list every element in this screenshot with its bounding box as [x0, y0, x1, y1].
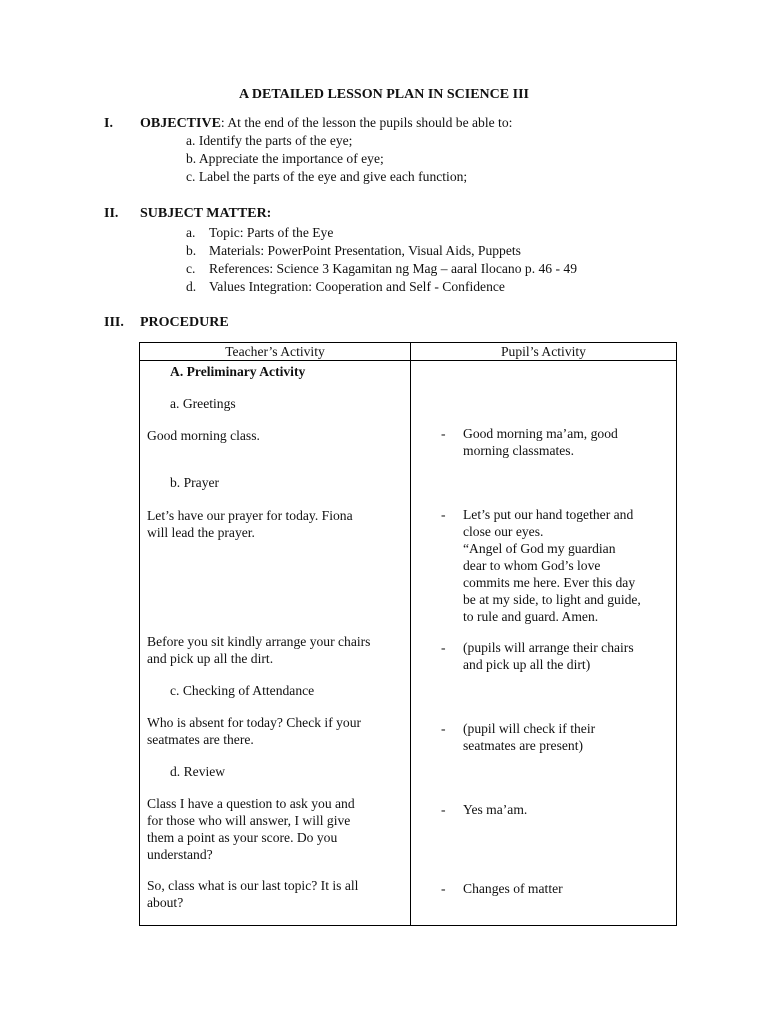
pupil-response: “Angel of God my guardian [463, 541, 616, 556]
section-numeral: III. [104, 315, 124, 330]
preliminary-activity-heading: A. Preliminary Activity [170, 364, 306, 379]
prayer-text: will lead the prayer. [147, 525, 255, 540]
section-numeral: I. [104, 116, 113, 131]
list-dash: - [441, 802, 446, 817]
subject-matter-heading: SUBJECT MATTER: [140, 206, 272, 221]
pupil-response: to rule and guard. Amen. [463, 609, 599, 624]
pupil-response: (pupils will arrange their chairs [463, 640, 634, 655]
procedure-heading: PROCEDURE [140, 315, 229, 330]
pupil-response: morning classmates. [463, 443, 574, 458]
subject-item-letter: c. [186, 261, 196, 276]
greetings-text: Good morning class. [147, 428, 260, 443]
pupil-response: be at my side, to light and guide, [463, 592, 641, 607]
column-header-pupil: Pupil’s Activity [411, 343, 677, 361]
pupil-activity-cell [411, 361, 677, 926]
pupil-response: Let’s put our hand together and [463, 507, 634, 522]
objective-heading: OBJECTIVE [140, 116, 221, 131]
objective-item: c. Label the parts of the eye and give each function; [186, 169, 468, 184]
review-text: for those who will answer, I will give [147, 813, 351, 828]
list-dash: - [441, 881, 446, 896]
attendance-label: c. Checking of Attendance [170, 683, 315, 698]
greetings-label: a. Greetings [170, 396, 236, 411]
procedure-table [139, 342, 677, 926]
pupil-response: dear to whom God’s love [463, 558, 601, 573]
chairs-instruction: Before you sit kindly arrange your chairs [147, 634, 371, 649]
objective-item: a. Identify the parts of the eye; [186, 133, 353, 148]
pupil-response: commits me here. Ever this day [463, 575, 636, 590]
subject-item-letter: a. [186, 225, 196, 240]
section-numeral: II. [104, 206, 119, 221]
attendance-text: seatmates are there. [147, 732, 254, 747]
pupil-response: close our eyes. [463, 524, 544, 539]
subject-item-text: Materials: PowerPoint Presentation, Visual Aids, Puppets [209, 243, 521, 258]
table-header-row [140, 343, 677, 361]
subject-item-letter: b. [186, 243, 197, 258]
column-header-teacher: Teacher’s Activity [140, 343, 411, 361]
review-text: understand? [147, 847, 213, 862]
subject-item-text: Values Integration: Cooperation and Self - Confidence [209, 279, 505, 294]
objective-heading-line [140, 114, 512, 133]
objective-intro: : At the end of the lesson the pupils should be able to: [220, 115, 513, 130]
list-dash: - [441, 426, 446, 441]
topic-question: about? [147, 895, 184, 910]
objective-item: b. Appreciate the importance of eye; [186, 151, 384, 166]
attendance-text: Who is absent for today? Check if your [147, 715, 362, 730]
list-dash: - [441, 721, 446, 736]
pupil-response: Yes ma’am. [463, 802, 528, 817]
pupil-response: Good morning ma’am, good [463, 426, 618, 441]
pupil-response: Changes of matter [463, 881, 563, 896]
subject-item-text: Topic: Parts of the Eye [209, 225, 334, 240]
topic-question: So, class what is our last topic? It is all [147, 878, 359, 893]
list-dash: - [441, 640, 446, 655]
teacher-activity-cell [140, 361, 411, 926]
list-dash: - [441, 507, 446, 522]
review-label: d. Review [170, 764, 226, 779]
subject-item-text: References: Science 3 Kagamitan ng Mag – aaral Ilocano p. 46 - 49 [209, 261, 578, 276]
chairs-instruction: and pick up all the dirt. [147, 651, 274, 666]
pupil-response: (pupil will check if their [463, 721, 596, 736]
prayer-label: b. Prayer [170, 475, 220, 490]
prayer-text: Let’s have our prayer for today. Fiona [147, 508, 353, 523]
review-text: Class I have a question to ask you and [147, 796, 355, 811]
table-row [140, 361, 677, 926]
document-title: A DETAILED LESSON PLAN IN SCIENCE III [239, 87, 529, 102]
pupil-response: and pick up all the dirt) [463, 657, 591, 672]
pupil-response: seatmates are present) [463, 738, 584, 753]
subject-item-letter: d. [186, 279, 197, 294]
review-text: them a point as your score. Do you [147, 830, 338, 845]
